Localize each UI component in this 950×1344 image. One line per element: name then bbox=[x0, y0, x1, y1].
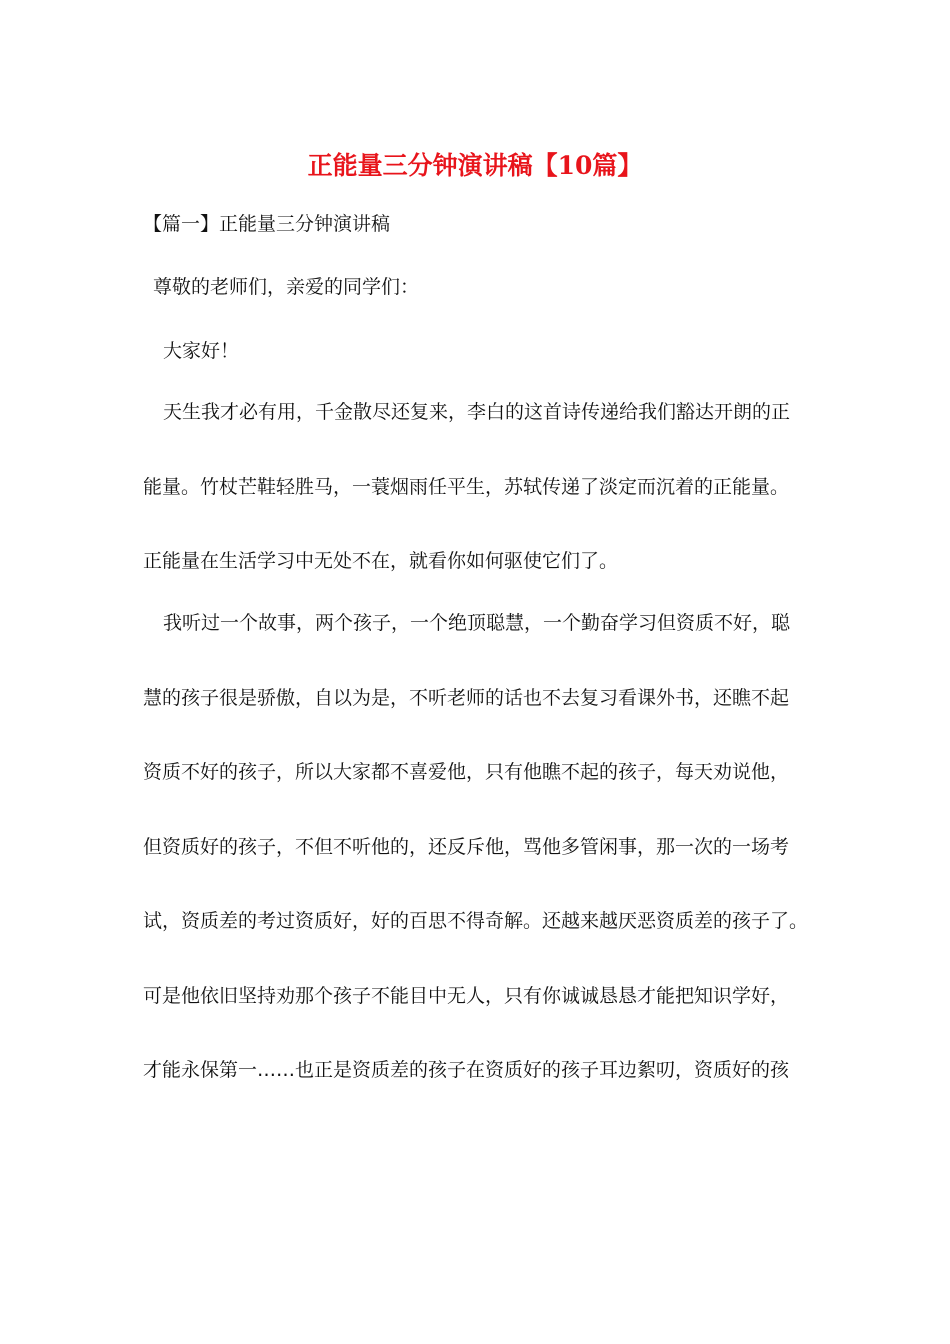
document-title: 正能量三分钟演讲稿【10篇】 bbox=[307, 151, 643, 180]
body-line: 才能永保第一……也正是资质差的孩子在资质好的孩子耳边絮叨，资质好的孩 bbox=[143, 1059, 790, 1081]
body-line: 慧的孩子很是骄傲，自以为是，不听老师的话也不去复习看课外书，还瞧不起 bbox=[143, 687, 790, 709]
greeting: 大家好！ bbox=[163, 340, 240, 362]
body-line: 能量。竹杖芒鞋轻胜马，一蓑烟雨任平生，苏轼传递了淡定而沉着的正能量。 bbox=[143, 476, 790, 498]
body-line: 试，资质差的考过资质好，好的百思不得奇解。还越来越厌恶资质差的孩子了。 bbox=[143, 910, 809, 932]
section-heading: 【篇一】正能量三分钟演讲稿 bbox=[143, 213, 391, 235]
body-line: 正能量在生活学习中无处不在，就看你如何驱使它们了。 bbox=[143, 550, 619, 572]
salutation: 尊敬的老师们，亲爱的同学们： bbox=[153, 276, 420, 298]
body-line: 我听过一个故事，两个孩子，一个绝顶聪慧，一个勤奋学习但资质不好，聪 bbox=[163, 612, 791, 634]
body-line: 但资质好的孩子，不但不听他的，还反斥他，骂他多管闲事，那一次的一场考 bbox=[143, 836, 790, 858]
body-line: 天生我才必有用，千金散尽还复来，李白的这首诗传递给我们豁达开朗的正 bbox=[163, 401, 791, 423]
body-line: 可是他依旧坚持劝那个孩子不能目中无人，只有你诚诚恳恳才能把知识学好， bbox=[143, 985, 790, 1007]
body-line: 资质不好的孩子，所以大家都不喜爱他，只有他瞧不起的孩子，每天劝说他， bbox=[143, 761, 790, 783]
